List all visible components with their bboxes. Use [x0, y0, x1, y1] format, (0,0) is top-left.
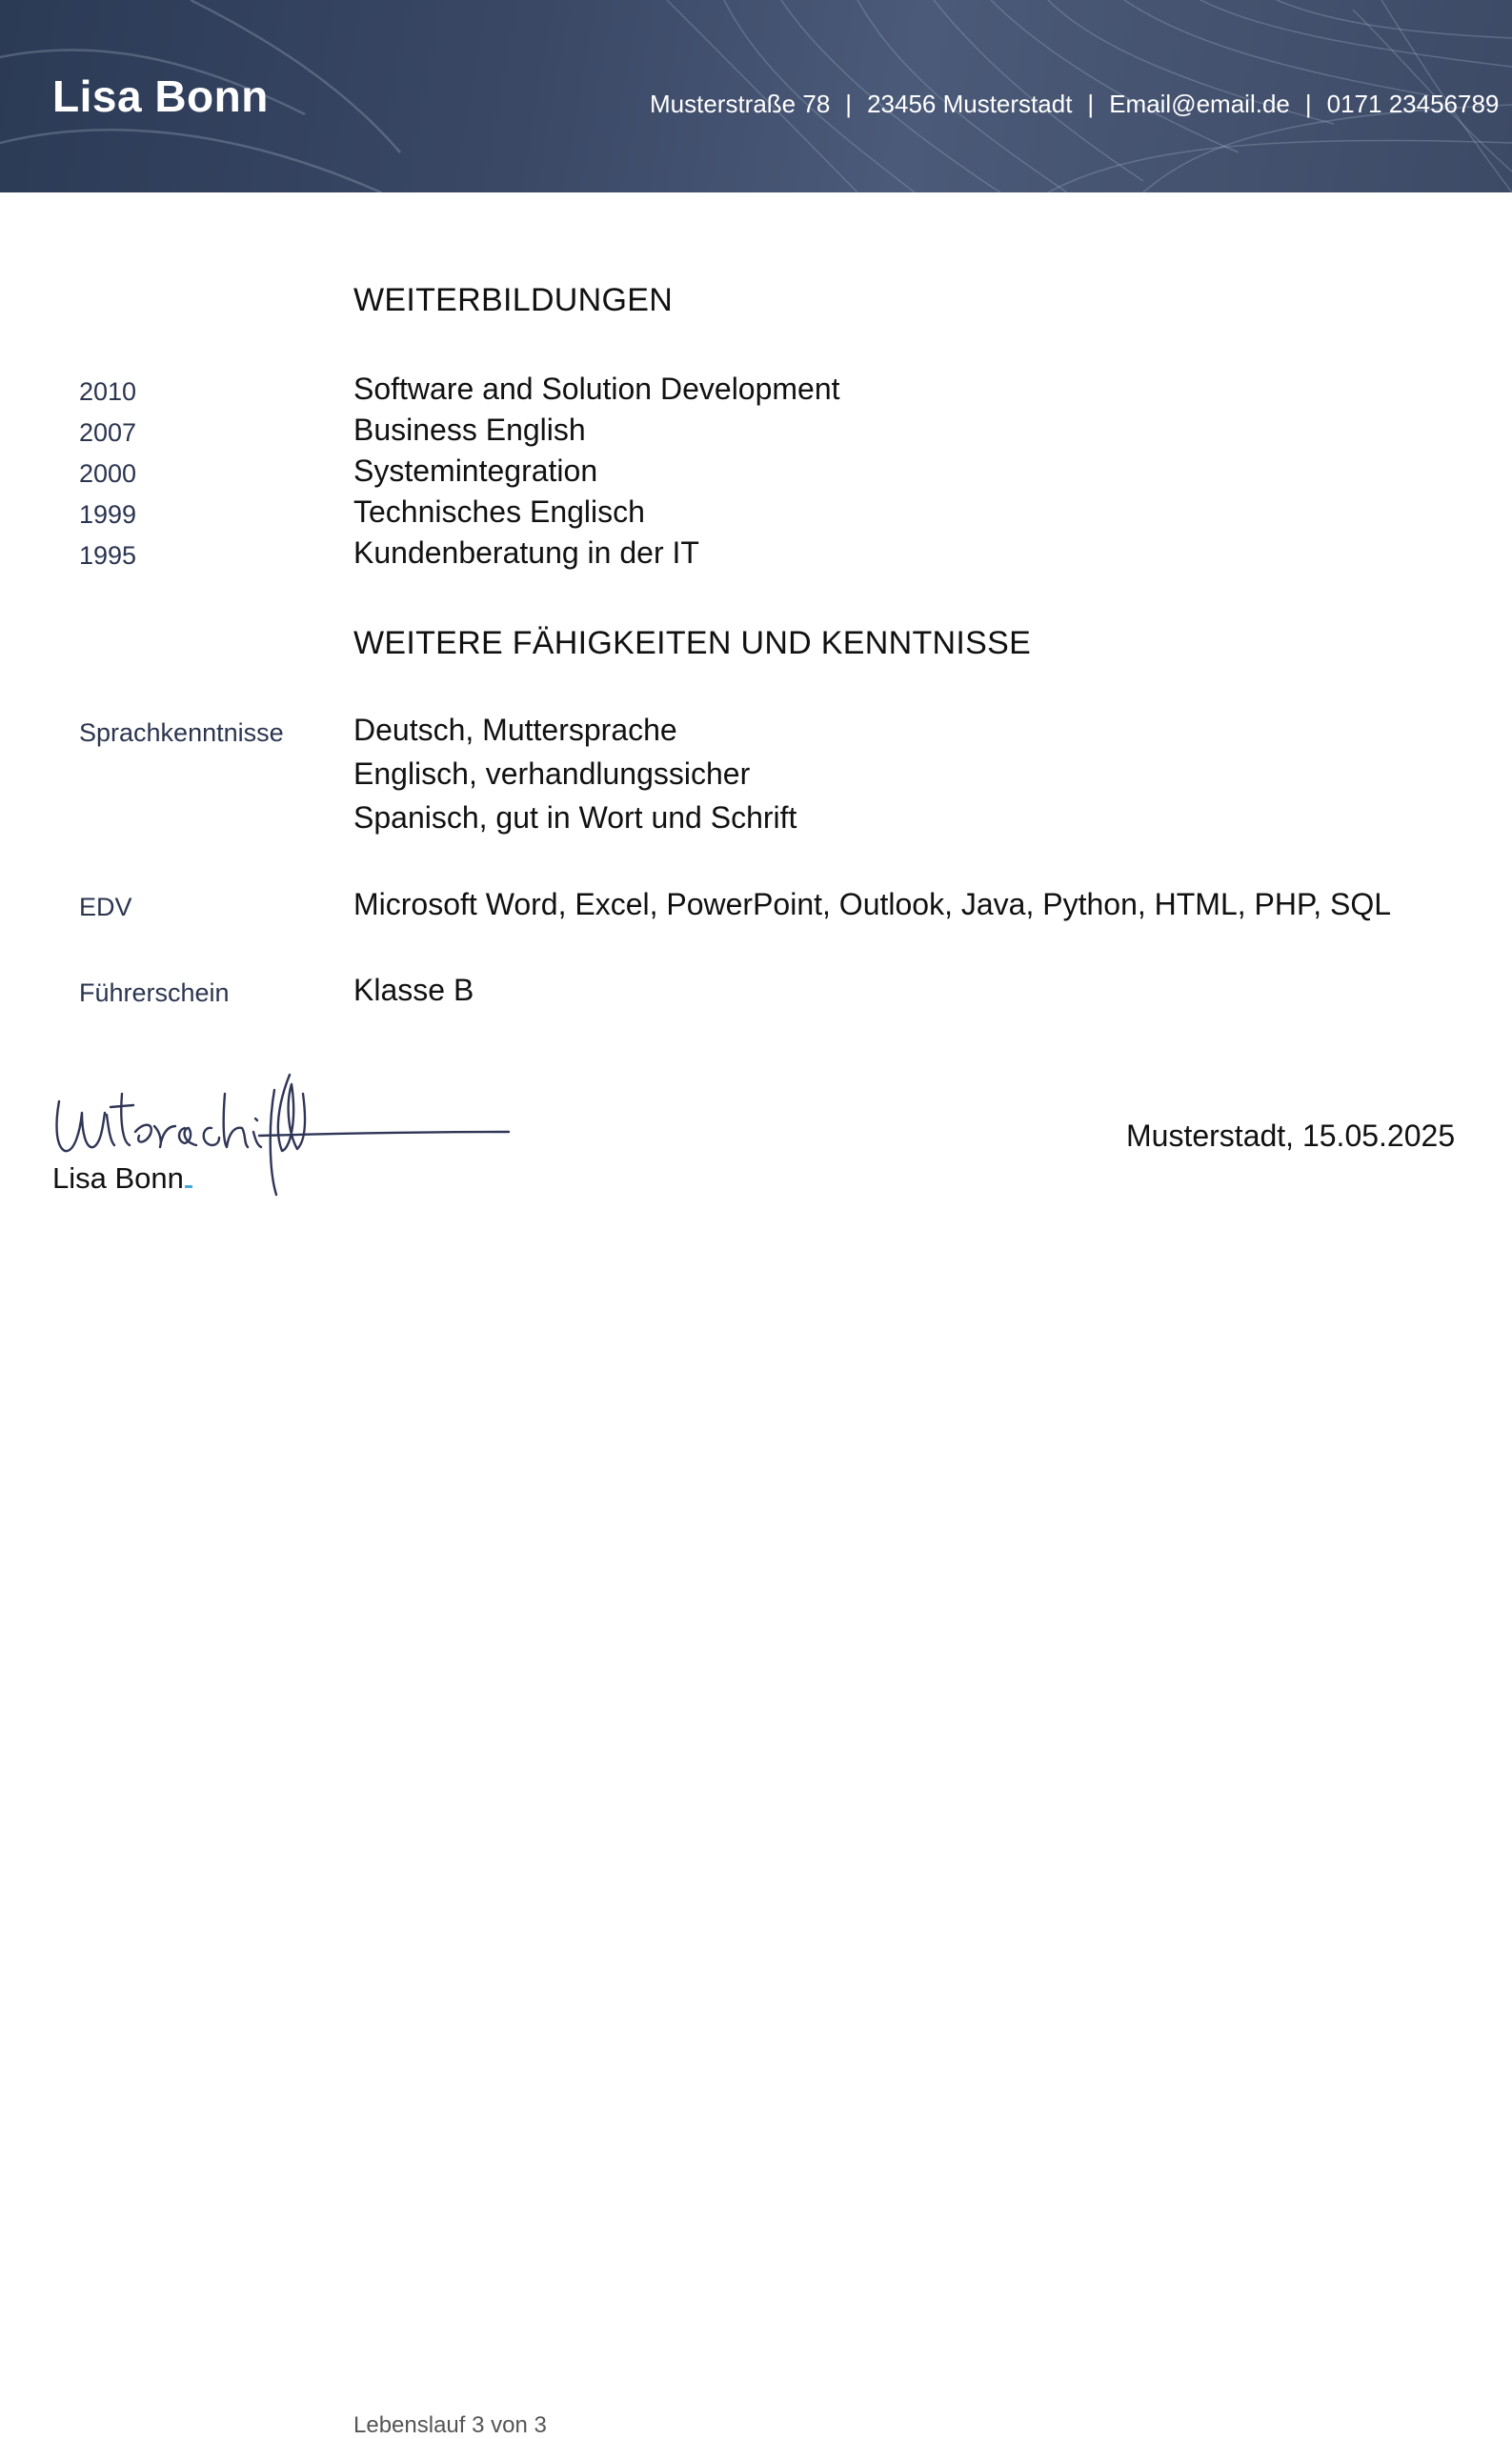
course-entry: Technisches Englisch: [353, 494, 645, 529]
separator: |: [1304, 90, 1312, 118]
course-entry: Kundenberatung in der IT: [353, 535, 699, 570]
section-title-weiterbildungen: WEITERBILDUNGEN: [353, 282, 674, 318]
language-entry: Englisch, verhandlungssicher: [353, 756, 751, 791]
sprachkenntnisse-label: Sprachkenntnisse: [79, 718, 284, 747]
text-cursor: [185, 1185, 192, 1188]
separator: |: [1087, 90, 1095, 118]
year-label: 1999: [79, 500, 137, 529]
edv-entry: Microsoft Word, Excel, PowerPoint, Outlook, Java, Python, HTML, PHP, SQL: [353, 887, 1392, 921]
signature-name: [52, 1161, 192, 1196]
header-banner: [0, 0, 1512, 192]
phone[interactable]: 0171 23456789: [1326, 90, 1500, 118]
edv-label: EDV: [79, 893, 132, 921]
course-entry: Business English: [353, 413, 586, 447]
place-date: Musterstadt, 15.05.2025: [1126, 1119, 1456, 1153]
email[interactable]: Email@email.de: [1109, 90, 1290, 118]
address-street: Musterstraße 78: [650, 90, 831, 118]
header-name: Lisa Bonn: [52, 71, 269, 121]
contact-line: [650, 90, 1512, 119]
page-footer: Lebenslauf 3 von 3: [353, 2412, 547, 2438]
address-city: 23456 Musterstadt: [867, 90, 1073, 118]
language-entry: Spanisch, gut in Wort und Schrift: [353, 800, 797, 835]
section-title-faehigkeiten: WEITERE FÄHIGKEITEN UND KENNTNISSE: [353, 625, 1032, 661]
language-entry: Deutsch, Muttersprache: [353, 713, 677, 747]
year-label: 1995: [79, 541, 137, 570]
fuehrerschein-label: Führerschein: [79, 978, 230, 1007]
separator: |: [845, 90, 853, 118]
year-label: 2000: [79, 459, 137, 488]
fuehrerschein-entry: Klasse B: [353, 973, 474, 1007]
course-entry: Systemintegration: [353, 454, 598, 488]
signature-name-text: Lisa Bonn: [52, 1161, 184, 1195]
year-label: 2007: [79, 418, 137, 447]
year-label: 2010: [79, 377, 137, 406]
course-entry: Software and Solution Development: [353, 372, 840, 406]
